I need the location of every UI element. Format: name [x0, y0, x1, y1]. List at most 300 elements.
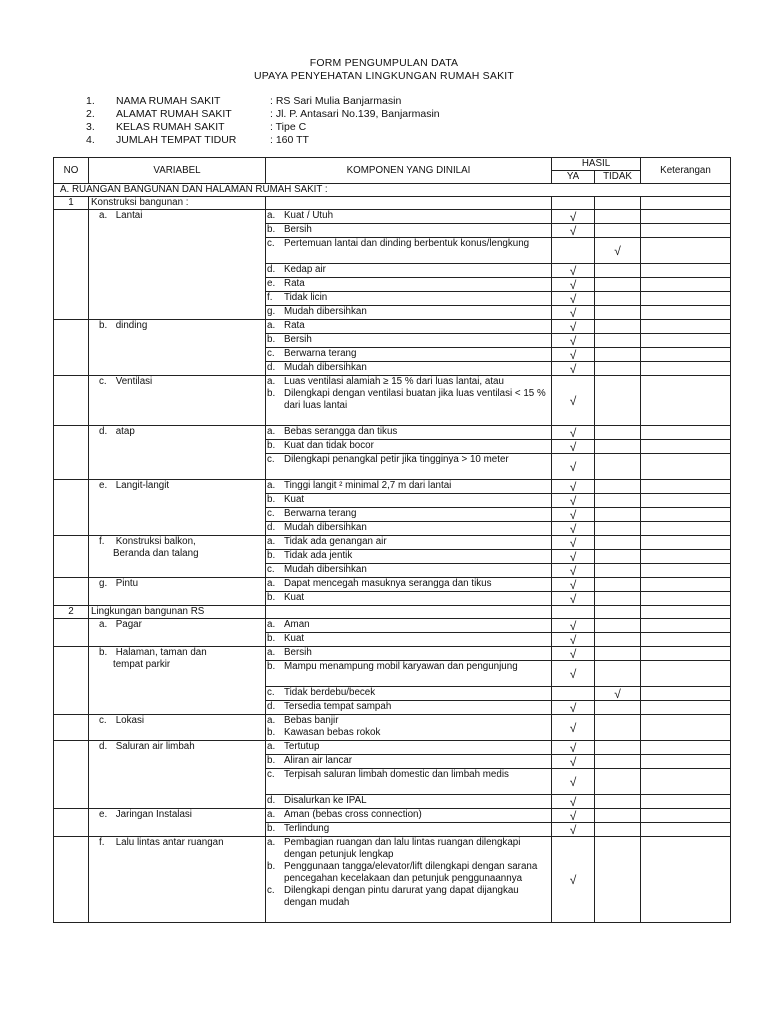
- variable-name: Halaman, taman dan: [115, 647, 207, 658]
- group-label: Lingkungan bangunan RS: [89, 606, 266, 619]
- info-number: 2.: [86, 108, 95, 120]
- ya-cell: [552, 508, 595, 522]
- check-mark: √: [569, 439, 577, 454]
- variable-cell: [89, 480, 266, 536]
- component-letter: g.: [267, 306, 276, 317]
- component-text: Aman: [284, 619, 310, 630]
- check-mark: √: [569, 479, 577, 494]
- component-text: Kedap air: [284, 264, 326, 275]
- component-cell: [266, 334, 552, 348]
- component-cell: [266, 376, 552, 426]
- tidak-cell: [595, 522, 641, 536]
- component-letter: a.: [267, 320, 276, 331]
- component-text: Tinggi langit ² minimal 2,7 m dari lantai: [284, 480, 452, 491]
- component-text: Berwarna terang: [284, 508, 357, 519]
- ya-cell: [552, 592, 595, 606]
- tidak-cell: [595, 348, 641, 362]
- keterangan-cell: [641, 769, 731, 795]
- cell-no: [54, 837, 89, 923]
- tidak-cell: [595, 334, 641, 348]
- keterangan-cell: [641, 278, 731, 292]
- component-cell: [266, 426, 552, 440]
- cell-no: [54, 376, 89, 426]
- table-row: [54, 715, 731, 741]
- component-letter: b.: [267, 755, 276, 766]
- check-mark: √: [569, 393, 577, 408]
- info-label: ALAMAT RUMAH SAKIT: [116, 108, 232, 120]
- ya-cell: [552, 578, 595, 592]
- check-mark: √: [569, 700, 577, 715]
- component-letter: b.: [267, 440, 276, 451]
- cell-no: [54, 426, 89, 480]
- tidak-cell: [595, 715, 641, 741]
- check-mark: √: [569, 666, 577, 681]
- variable-name: Ventilasi: [115, 376, 153, 387]
- form-subtitle: UPAYA PENYEHATAN LINGKUNGAN RUMAH SAKIT: [253, 70, 515, 82]
- component-text: Penggunaan tangga/elevator/lift dilengkapi dengan sarana pencegahan kecelakaan dan petunjuk penggunaannya: [284, 861, 538, 884]
- component-cell: [266, 264, 552, 278]
- ya-cell: [552, 454, 595, 480]
- ya-cell: [552, 522, 595, 536]
- component-letter: c.: [267, 238, 275, 249]
- component-letter: b.: [267, 727, 276, 738]
- info-label: JUMLAH TEMPAT TIDUR: [116, 134, 237, 146]
- component-text: Terpisah saluran limbah domestic dan limbah medis: [284, 769, 509, 780]
- tidak-cell: [595, 210, 641, 224]
- keterangan-cell: [641, 795, 731, 809]
- keterangan-cell: [641, 823, 731, 837]
- component-text: Mudah dibersihkan: [284, 564, 367, 575]
- cell-no: [54, 536, 89, 578]
- variable-cell: [89, 837, 266, 923]
- keterangan-cell: [641, 633, 731, 647]
- check-mark: √: [569, 277, 577, 292]
- variable-name: Konstruksi balkon,: [115, 536, 196, 547]
- component-text: Bebas serangga dan tikus: [284, 426, 398, 437]
- header-tidak: TIDAK: [595, 171, 641, 184]
- keterangan-cell: [641, 480, 731, 494]
- keterangan-cell: [641, 578, 731, 592]
- keterangan-cell: [641, 348, 731, 362]
- table-row: [54, 809, 731, 823]
- keterangan-cell: [641, 755, 731, 769]
- component-cell: [266, 809, 552, 823]
- info-number: 1.: [86, 95, 95, 107]
- component-cell: [266, 769, 552, 795]
- component-cell: [266, 480, 552, 494]
- component-letter: a.: [267, 536, 276, 547]
- check-mark: √: [569, 577, 577, 592]
- component-text: Berwarna terang: [284, 348, 357, 359]
- component-text: Mudah dibersihkan: [284, 362, 367, 373]
- cell-empty: [595, 197, 641, 210]
- cell-no: [54, 619, 89, 647]
- tidak-cell: [595, 578, 641, 592]
- check-mark: √: [569, 591, 577, 606]
- component-text: Mudah dibersihkan: [284, 306, 367, 317]
- tidak-cell: [595, 550, 641, 564]
- tidak-cell: [595, 647, 641, 661]
- variable-letter: a.: [99, 210, 108, 221]
- cell-empty: [641, 606, 731, 619]
- table-body: [54, 184, 731, 923]
- tidak-cell: [595, 769, 641, 795]
- cell-empty: [552, 606, 595, 619]
- component-letter: c.: [267, 454, 275, 465]
- component-letter: c.: [267, 687, 275, 698]
- tidak-cell: [595, 454, 641, 480]
- ya-cell: [552, 536, 595, 550]
- table-row: [54, 480, 731, 494]
- ya-cell: [552, 741, 595, 755]
- component-letter: a.: [267, 578, 276, 589]
- component-text: Bersih: [284, 224, 312, 235]
- group-label: Konstruksi bangunan :: [89, 197, 266, 210]
- tidak-cell: [595, 320, 641, 334]
- component-text: Luas ventilasi alamiah ≥ 15 % dari luas lantai, atau: [284, 376, 504, 387]
- component-letter: a.: [267, 426, 276, 437]
- tidak-cell: [595, 292, 641, 306]
- info-label: NAMA RUMAH SAKIT: [116, 95, 221, 107]
- component-letter: b.: [267, 334, 276, 345]
- cell-empty: [266, 606, 552, 619]
- cell-no: [54, 715, 89, 741]
- tidak-cell: [595, 278, 641, 292]
- check-mark: √: [569, 223, 577, 238]
- table-row: [54, 376, 731, 426]
- component-letter: e.: [267, 278, 276, 289]
- info-number: 4.: [86, 134, 95, 146]
- check-mark: √: [569, 507, 577, 522]
- component-letter: b.: [267, 388, 276, 399]
- variable-letter: d.: [99, 426, 108, 437]
- tidak-cell: [595, 795, 641, 809]
- component-letter: b.: [267, 661, 276, 672]
- table-row: [54, 578, 731, 592]
- ya-cell: [552, 210, 595, 224]
- variable-name-line2: tempat parkir: [113, 659, 171, 670]
- keterangan-cell: [641, 647, 731, 661]
- tidak-cell: [595, 264, 641, 278]
- component-cell: [266, 647, 552, 661]
- component-cell: [266, 633, 552, 647]
- cell-no: [54, 210, 89, 320]
- component-text: Pertemuan lantai dan dinding berbentuk konus/lengkung: [284, 238, 530, 249]
- tidak-cell: [595, 741, 641, 755]
- tidak-cell: [595, 837, 641, 923]
- variable-cell: [89, 210, 266, 320]
- component-cell: [266, 306, 552, 320]
- table-row: [54, 647, 731, 661]
- ya-cell: [552, 809, 595, 823]
- tidak-cell: [595, 440, 641, 454]
- check-mark: √: [569, 618, 577, 633]
- component-letter: d.: [267, 362, 276, 373]
- tidak-cell: [595, 306, 641, 320]
- info-value: : Tipe C: [270, 121, 307, 133]
- check-mark: √: [569, 632, 577, 647]
- component-cell: [266, 362, 552, 376]
- keterangan-cell: [641, 619, 731, 633]
- cell-no: [54, 809, 89, 837]
- variable-name: Lokasi: [115, 715, 145, 726]
- variable-name: Pagar: [115, 619, 142, 630]
- cell-no: [54, 647, 89, 715]
- variable-letter: d.: [99, 741, 108, 752]
- variable-name: atap: [115, 426, 135, 437]
- tidak-cell: [595, 564, 641, 578]
- table-row: [54, 320, 731, 334]
- component-letter: b.: [267, 861, 276, 872]
- component-cell: [266, 238, 552, 264]
- keterangan-cell: [641, 426, 731, 440]
- component-cell: [266, 741, 552, 755]
- keterangan-cell: [641, 550, 731, 564]
- component-letter: c.: [267, 348, 275, 359]
- cell-no: [54, 480, 89, 536]
- component-cell: [266, 795, 552, 809]
- component-text: Bersih: [284, 334, 312, 345]
- check-mark: √: [569, 361, 577, 376]
- ya-cell: [552, 480, 595, 494]
- component-text: Aman (bebas cross connection): [284, 809, 422, 820]
- variable-cell: [89, 536, 266, 578]
- component-cell: [266, 210, 552, 224]
- ya-cell: [552, 264, 595, 278]
- component-text: Terlindung: [284, 823, 330, 834]
- tidak-cell: [595, 376, 641, 426]
- component-text: Dilengkapi dengan pintu darurat yang dapat dijangkau dengan mudah: [284, 885, 519, 908]
- ya-cell: [552, 292, 595, 306]
- cell-empty: [595, 606, 641, 619]
- keterangan-cell: [641, 522, 731, 536]
- header-no: NO: [54, 158, 89, 184]
- component-cell: [266, 687, 552, 701]
- check-mark: √: [569, 872, 577, 887]
- keterangan-cell: [641, 536, 731, 550]
- component-letter: a.: [267, 647, 276, 658]
- tidak-cell: [595, 633, 641, 647]
- component-cell: [266, 494, 552, 508]
- component-letter: b.: [267, 550, 276, 561]
- check-mark: √: [569, 822, 577, 837]
- component-letter: d.: [267, 701, 276, 712]
- tidak-cell: [595, 494, 641, 508]
- keterangan-cell: [641, 238, 731, 264]
- variable-name: Lalu lintas antar ruangan: [115, 837, 224, 848]
- ya-cell: [552, 550, 595, 564]
- keterangan-cell: [641, 264, 731, 278]
- variable-letter: g.: [99, 578, 108, 589]
- variable-cell: [89, 426, 266, 480]
- ya-cell: [552, 715, 595, 741]
- variable-name: Jaringan Instalasi: [115, 809, 192, 820]
- component-text: Rata: [284, 320, 305, 331]
- tidak-cell: [595, 426, 641, 440]
- variable-letter: e.: [99, 480, 108, 491]
- component-cell: [266, 701, 552, 715]
- keterangan-cell: [641, 687, 731, 701]
- table-row: [54, 536, 731, 550]
- component-letter: b.: [267, 633, 276, 644]
- tidak-cell: [595, 701, 641, 715]
- variable-letter: c.: [99, 376, 107, 387]
- component-letter: c.: [267, 769, 275, 780]
- cell-no: [54, 741, 89, 809]
- variable-name: dinding: [115, 320, 148, 331]
- check-mark: √: [569, 720, 577, 735]
- ya-cell: [552, 278, 595, 292]
- variable-letter: b.: [99, 647, 108, 658]
- tidak-cell: [595, 536, 641, 550]
- component-cell: [266, 454, 552, 480]
- ya-cell: [552, 619, 595, 633]
- cell-no: [54, 578, 89, 606]
- ya-cell: [552, 362, 595, 376]
- component-letter: b.: [267, 224, 276, 235]
- component-text: Kuat dan tidak bocor: [284, 440, 374, 451]
- check-mark: √: [569, 521, 577, 536]
- component-text: Tidak berdebu/becek: [284, 687, 376, 698]
- header-keterangan: Keterangan: [641, 158, 731, 184]
- check-mark: √: [569, 459, 577, 474]
- component-letter: a.: [267, 376, 276, 387]
- group-header-row: [54, 197, 731, 210]
- component-cell: [266, 619, 552, 633]
- cell-empty: [266, 197, 552, 210]
- component-cell: [266, 661, 552, 687]
- component-text: Kuat: [284, 633, 305, 644]
- group-header-row: [54, 606, 731, 619]
- info-value: : Jl. P. Antasari No.139, Banjarmasin: [270, 108, 440, 120]
- check-mark: √: [614, 243, 621, 258]
- variable-letter: c.: [99, 715, 107, 726]
- check-mark: √: [569, 305, 577, 320]
- component-letter: d.: [267, 795, 276, 806]
- keterangan-cell: [641, 334, 731, 348]
- keterangan-cell: [641, 376, 731, 426]
- check-mark: √: [569, 808, 577, 823]
- ya-cell: [552, 564, 595, 578]
- keterangan-cell: [641, 837, 731, 923]
- variable-letter: b.: [99, 320, 108, 331]
- ya-cell: [552, 823, 595, 837]
- keterangan-cell: [641, 292, 731, 306]
- component-text: Tidak ada genangan air: [284, 536, 387, 547]
- component-cell: [266, 536, 552, 550]
- tidak-cell: [595, 619, 641, 633]
- check-mark: √: [569, 646, 577, 661]
- keterangan-cell: [641, 809, 731, 823]
- form-title: FORM PENGUMPULAN DATA: [309, 57, 459, 69]
- variable-letter: f.: [99, 837, 105, 848]
- cell-empty: [641, 197, 731, 210]
- check-mark: √: [569, 333, 577, 348]
- tidak-cell: [595, 224, 641, 238]
- ya-cell: [552, 426, 595, 440]
- ya-cell: [552, 494, 595, 508]
- keterangan-cell: [641, 362, 731, 376]
- tidak-cell: [595, 755, 641, 769]
- component-text: Tidak ada jentik: [284, 550, 353, 561]
- ya-cell: [552, 348, 595, 362]
- component-text: Dilengkapi dengan ventilasi buatan jika luas ventilasi < 15 % dari luas lantai: [284, 388, 546, 411]
- check-mark: √: [569, 774, 577, 789]
- ya-cell: [552, 320, 595, 334]
- keterangan-cell: [641, 320, 731, 334]
- variable-name: Lantai: [115, 210, 143, 221]
- component-text: Aliran air lancar: [284, 755, 353, 766]
- table-row: [54, 426, 731, 440]
- component-letter: a.: [267, 480, 276, 491]
- variable-cell: [89, 578, 266, 606]
- keterangan-cell: [641, 454, 731, 480]
- ya-cell: [552, 306, 595, 320]
- variable-name-line2: Beranda dan talang: [113, 548, 199, 559]
- tidak-cell: [595, 809, 641, 823]
- component-text: Pembagian ruangan dan lalu lintas ruangan dilengkapi dengan petunjuk lengkap: [284, 837, 521, 860]
- check-mark: √: [569, 794, 577, 809]
- variable-cell: [89, 715, 266, 741]
- component-cell: [266, 578, 552, 592]
- variable-letter: f.: [99, 536, 105, 547]
- ya-cell: [552, 795, 595, 809]
- tidak-cell: [595, 508, 641, 522]
- keterangan-cell: [641, 701, 731, 715]
- component-text: Kuat: [284, 494, 305, 505]
- component-cell: [266, 592, 552, 606]
- component-cell: [266, 823, 552, 837]
- ya-cell: [552, 755, 595, 769]
- keterangan-cell: [641, 592, 731, 606]
- check-mark: √: [569, 319, 577, 334]
- component-text: Bersih: [284, 647, 312, 658]
- component-text: Bebas banjir: [284, 715, 339, 726]
- ya-cell: [552, 661, 595, 687]
- component-cell: [266, 755, 552, 769]
- keterangan-cell: [641, 494, 731, 508]
- component-letter: a.: [267, 619, 276, 630]
- check-mark: √: [569, 563, 577, 578]
- component-letter: b.: [267, 823, 276, 834]
- info-value: : RS Sari Mulia Banjarmasin: [270, 95, 402, 107]
- check-mark: √: [569, 740, 577, 755]
- table-row: [54, 741, 731, 755]
- info-label: KELAS RUMAH SAKIT: [116, 121, 225, 133]
- check-mark: √: [569, 347, 577, 362]
- component-letter: c.: [267, 885, 275, 896]
- ya-cell: [552, 701, 595, 715]
- component-text: Kuat / Utuh: [284, 210, 334, 221]
- component-text: Mampu menampung mobil karyawan dan pengunjung: [284, 661, 518, 672]
- component-text: Rata: [284, 278, 305, 289]
- keterangan-cell: [641, 508, 731, 522]
- component-cell: [266, 224, 552, 238]
- keterangan-cell: [641, 661, 731, 687]
- variable-name: Pintu: [115, 578, 139, 589]
- component-cell: [266, 292, 552, 306]
- tidak-cell: [595, 687, 641, 701]
- group-number: 1: [54, 197, 89, 210]
- component-text: Kawasan bebas rokok: [284, 727, 381, 738]
- table-row: [54, 210, 731, 224]
- component-text: Dapat mencegah masuknya serangga dan tikus: [284, 578, 492, 589]
- ya-cell: [552, 334, 595, 348]
- component-letter: c.: [267, 564, 275, 575]
- component-cell: [266, 320, 552, 334]
- component-letter: f.: [267, 292, 273, 303]
- tidak-cell: [595, 362, 641, 376]
